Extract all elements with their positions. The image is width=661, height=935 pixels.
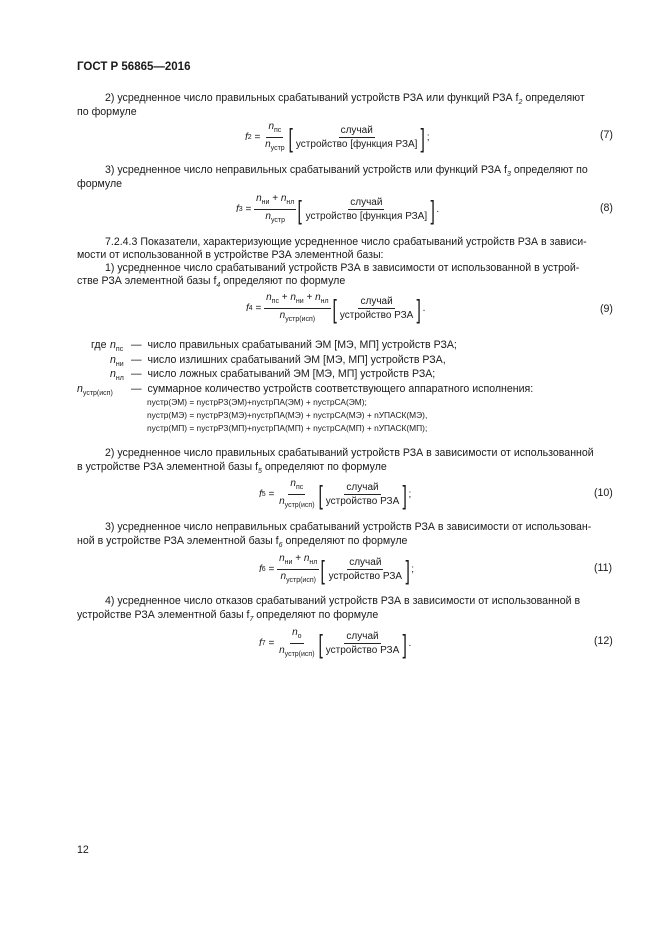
text: устр(исп) xyxy=(82,390,113,398)
text: n xyxy=(110,368,116,380)
unit-numerator: случай xyxy=(360,296,393,307)
unit-numerator: случай xyxy=(349,557,382,568)
unit-fraction xyxy=(324,631,401,656)
text: n xyxy=(110,354,116,366)
fraction xyxy=(277,627,316,660)
formula-symbol: n xyxy=(265,211,271,222)
formula-symbol: n xyxy=(290,292,296,303)
text: 6 xyxy=(278,542,283,550)
text: — xyxy=(131,339,142,351)
fraction xyxy=(263,121,287,154)
formula-symbol: n xyxy=(280,571,287,582)
formula-symbol: n xyxy=(315,292,321,303)
unit-fraction xyxy=(327,557,404,582)
where-row-text xyxy=(131,338,457,352)
text: n xyxy=(110,339,116,351)
text: определяют по формуле xyxy=(282,535,408,547)
plus: + xyxy=(269,193,281,204)
formula-subscript: устр(исп) xyxy=(284,651,315,658)
formula-symbol: n xyxy=(279,496,285,507)
formula-symbol: f xyxy=(246,303,249,314)
unit-denominator: устройство РЗА xyxy=(325,645,400,656)
formula-symbol: f xyxy=(245,132,248,143)
formula-8: f 3 = $\frac{n_{ни} + n_{нл}}{n_{устр}}$ [ $\frac{\text{случай}}{\text{устройство [функция РЗА]}}$ ] . xyxy=(236,193,440,225)
unit-numerator: случай xyxy=(346,631,379,642)
section-7243-line2: мости от использованной в устройстве РЗА элементной базы: xyxy=(77,249,384,261)
unit-numerator: случай xyxy=(346,482,379,493)
formula-7: f 2 = $\frac{n_{пс}}{n_{устр}}$ [ $\frac{\text{случай}}{\text{устройство [функция РЗА]}}$ ] ; xyxy=(245,121,430,153)
unit-numerator: случай xyxy=(350,197,383,208)
text: 2) усредненное число правильных срабатываний устройств РЗА или функций РЗА f xyxy=(105,92,519,104)
text: определяют по формуле xyxy=(220,275,346,287)
text: число излишних срабатываний ЭМ [МЭ, МП] устройств РЗА, xyxy=(147,354,446,366)
unit-denominator: устройство РЗА xyxy=(325,496,400,507)
formula-11: f 6 = $\frac{n_{ни} + n_{нл}}{n_{устр(исп)}}$ [ $\frac{\text{случай}}{\text{устройство РЗА}}$ ] ; xyxy=(259,553,415,585)
paragraph-5-line1: 2) усредненное число правильных срабатываний устройств РЗА в зависимости от использованной xyxy=(105,447,594,459)
formula-subscript: 2 xyxy=(247,134,252,141)
text: — xyxy=(131,354,142,366)
paragraph-6-line1: 3) усредненное число неправильных срабатываний устройств РЗА в зависимости от использован- xyxy=(105,521,592,533)
formula-symbol: n xyxy=(279,553,285,564)
text: определяют по формуле xyxy=(261,461,387,473)
formula-subscript: ни xyxy=(284,559,293,566)
equation-number-12: (12) xyxy=(594,635,613,647)
fraction: $\frac{n_{пс} + n_{ни} + n_{нл}}{n_{устр(исп)}}$ xyxy=(266,292,329,323)
where-row-text xyxy=(131,353,446,367)
document-header: ГОСТ Р 56865—2016 xyxy=(77,61,191,73)
formula-subscript: ни xyxy=(295,298,304,305)
formula-subscript: устр(исп) xyxy=(286,577,316,584)
sum-line-em: nустр(ЭМ) = nустрРЗ(ЭМ)+nустрПА(ЭМ) + nустрСА(ЭМ); xyxy=(147,397,367,407)
text: ни xyxy=(115,361,124,369)
text: определяют по формуле xyxy=(253,609,379,621)
fraction xyxy=(254,193,296,226)
formula-subscript: пс xyxy=(274,127,282,134)
text: нл xyxy=(115,375,124,383)
unit-denominator: устройство РЗА xyxy=(339,310,414,321)
fraction xyxy=(277,478,316,511)
formula-symbol: n xyxy=(303,553,310,564)
where-row-text xyxy=(131,367,435,381)
formula-subscript: 4 xyxy=(248,305,253,312)
paragraph-7-line1: 4) усредненное число отказов срабатываний устройств РЗА в зависимости от использованной в xyxy=(105,595,581,607)
text: 3 xyxy=(507,171,511,179)
where-row-text xyxy=(131,382,533,396)
text: — xyxy=(131,383,142,395)
unit-denominator: устройство [функция РЗА] xyxy=(295,139,418,150)
formula-subscript: пс xyxy=(295,484,304,491)
text: 2 xyxy=(518,99,523,107)
text: 7 xyxy=(249,616,254,624)
equation-number-8: (8) xyxy=(600,202,613,214)
text: определяют по xyxy=(510,164,588,176)
formula-subscript: устр(исп) xyxy=(285,316,316,323)
formula-subscript: 3 xyxy=(238,206,243,213)
formula-symbol: n xyxy=(265,139,271,150)
where-label: где xyxy=(91,339,107,351)
paragraph-3 xyxy=(105,163,588,182)
equation-number-7: (7) xyxy=(600,129,613,141)
equation-number-11: (11) xyxy=(594,562,613,574)
text: стве РЗА элементной базы f xyxy=(77,275,217,287)
formula-symbol: f xyxy=(259,638,262,649)
unit-fraction xyxy=(294,125,420,150)
sum-line-me: nустр(МЭ) = nустрРЗ(МЭ)+nустрПА(МЭ) + nустрСА(МЭ) + nУПАСК(МЭ), xyxy=(147,410,428,420)
formula-symbol: n xyxy=(256,193,262,204)
fraction: $\frac{n_{ни} + n_{нл}}{n_{устр(исп)}}$ xyxy=(279,553,318,584)
paragraph-7-line2 xyxy=(77,608,378,627)
formula-12: f 7 = $\frac{n_о}{n_{устр(исп)}}$ [ $\frac{\text{случай}}{\text{устройство РЗА}}$ ] . xyxy=(259,627,412,659)
formula-subscript: 7 xyxy=(261,640,266,647)
unit-fraction xyxy=(338,296,415,321)
formula-subscript: нл xyxy=(309,559,318,566)
text: — xyxy=(131,368,142,380)
text: устройстве РЗА элементной базы f xyxy=(77,609,250,621)
formula-symbol: n xyxy=(268,121,275,132)
formula-symbol: n xyxy=(290,478,296,489)
formula-subscript: нл xyxy=(320,298,329,305)
text: пс xyxy=(115,346,124,354)
formula-subscript: 5 xyxy=(261,491,266,498)
text: ной в устройстве РЗА элементной базы f xyxy=(77,535,279,547)
paragraph-2 xyxy=(105,91,585,110)
formula-symbol: n xyxy=(292,627,298,638)
text: n xyxy=(77,383,83,395)
text: 5 xyxy=(258,468,262,476)
text: 3) усредненное число неправильных срабатываний устройств или функций РЗА f xyxy=(105,164,507,176)
formula-9: f 4 = $\frac{n_{пс} + n_{ни} + n_{нл}}{n_{устр(исп)}}$ [ $\frac{\text{случай}}{\text{устройство РЗА}}$ ] . xyxy=(246,292,426,324)
formula-subscript: 6 xyxy=(261,566,266,573)
unit-fraction xyxy=(324,482,401,507)
paragraph-6-line2 xyxy=(77,534,407,553)
formula-symbol: f xyxy=(259,564,262,575)
text: 4 xyxy=(216,282,221,290)
paragraph-5-line2 xyxy=(77,460,387,479)
equation-number-9: (9) xyxy=(600,303,613,315)
formula-symbol: f xyxy=(236,204,239,215)
formula-subscript: устр(исп) xyxy=(284,502,315,509)
paragraph-41-line2 xyxy=(77,274,345,293)
text: число ложных срабатываний ЭМ [МЭ, МП] устройств РЗА; xyxy=(147,368,436,380)
formula-subscript: о xyxy=(297,633,302,640)
text: определяют xyxy=(522,92,585,104)
formula-subscript: устр xyxy=(270,217,286,224)
where-row xyxy=(77,382,113,401)
formula-subscript: нл xyxy=(286,199,295,206)
text: число правильных срабатываний ЭМ [МЭ, МП] устройств РЗА; xyxy=(147,339,457,351)
paragraph-41-line1: 1) усредненное число срабатываний устройств РЗА в зависимости от использованной в устрой- xyxy=(105,262,580,274)
formula-symbol: n xyxy=(279,310,286,321)
formula-symbol: f xyxy=(259,489,262,500)
sum-line-mp: nустр(МП) = nустрРЗ(МП)+nустрПА(МП) + nустрСА(МП) + nУПАСК(МП); xyxy=(147,423,428,433)
formula-symbol: n xyxy=(266,292,272,303)
text: в устройстве РЗА элементной базы f xyxy=(77,461,259,473)
formula-symbol: n xyxy=(279,645,285,656)
formula-subscript: пс xyxy=(271,298,279,305)
formula-symbol: n xyxy=(280,193,287,204)
unit-denominator: устройство РЗА xyxy=(328,571,403,582)
text: суммарное количество устройств соответствующего аппаратного исполнения: xyxy=(147,383,534,395)
formula-subscript: ни xyxy=(261,199,270,206)
page-number: 12 xyxy=(77,844,89,856)
unit-fraction xyxy=(304,197,430,222)
formula-10: f 5 = $\frac{n_{пс}}{n_{устр(исп)}}$ [ $\frac{\text{случай}}{\text{устройство РЗА}}$ ] ; xyxy=(259,478,412,510)
unit-numerator: случай xyxy=(340,125,373,136)
paragraph-2-cont: по формуле xyxy=(77,106,137,118)
section-7243-line1: 7.2.4.3 Показатели, характеризующие усредненное число срабатываний устройств РЗА в зависи- xyxy=(105,236,587,248)
unit-denominator: устройство [функция РЗА] xyxy=(305,211,428,222)
equation-number-10: (10) xyxy=(594,487,613,499)
paragraph-3-cont: формуле xyxy=(77,178,123,190)
formula-subscript: устр xyxy=(270,145,285,152)
